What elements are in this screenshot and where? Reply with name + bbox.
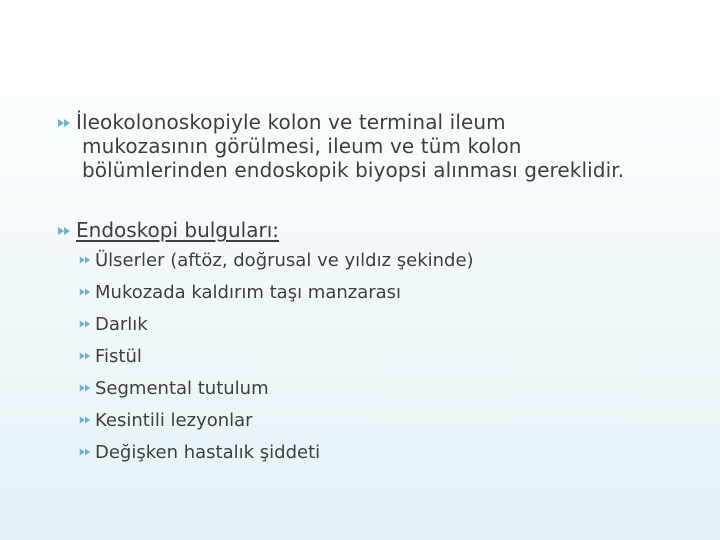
finding-text: Değişken hastalık şiddeti: [95, 442, 321, 463]
finding-text: Ülserler (aftöz, doğrusal ve yıldız şekinde): [95, 250, 474, 271]
intro-line-2: mukozasının görülmesi, ileum ve tüm kolon: [82, 134, 522, 158]
bullet-arrow-icon: [78, 253, 92, 267]
finding-text: Darlık: [95, 314, 148, 335]
bullet-arrow-icon: [78, 317, 92, 331]
list-item: [78, 282, 638, 314]
list-item: [78, 314, 638, 346]
finding-text: Fistül: [95, 346, 142, 367]
list-item: [78, 410, 638, 442]
intro-paragraph: [56, 110, 676, 182]
bullet-arrow-icon: [78, 413, 92, 427]
list-item: [78, 346, 638, 378]
bullet-arrow-icon: [56, 223, 72, 239]
bullet-arrow-icon: [78, 381, 92, 395]
bullet-arrow-icon: [78, 285, 92, 299]
bullet-arrow-icon: [56, 115, 72, 131]
finding-text: Mukozada kaldırım taşı manzarası: [95, 282, 402, 303]
finding-text: Kesintili lezyonlar: [95, 410, 253, 431]
intro-line-3: bölümlerinden endoskopik biyopsi alınması gereklidir.: [82, 158, 625, 182]
bullet-arrow-icon: [78, 445, 92, 459]
finding-text: Segmental tutulum: [95, 378, 269, 399]
list-item: [78, 442, 638, 474]
findings-list: [78, 250, 638, 474]
list-item: [78, 378, 638, 410]
bullet-arrow-icon: [78, 349, 92, 363]
list-item: [78, 250, 638, 282]
intro-line-1: İleokolonoskopiyle kolon ve terminal ileum: [76, 110, 506, 134]
findings-heading: [56, 218, 279, 242]
findings-heading-label: Endoskopi bulguları:: [76, 218, 280, 242]
